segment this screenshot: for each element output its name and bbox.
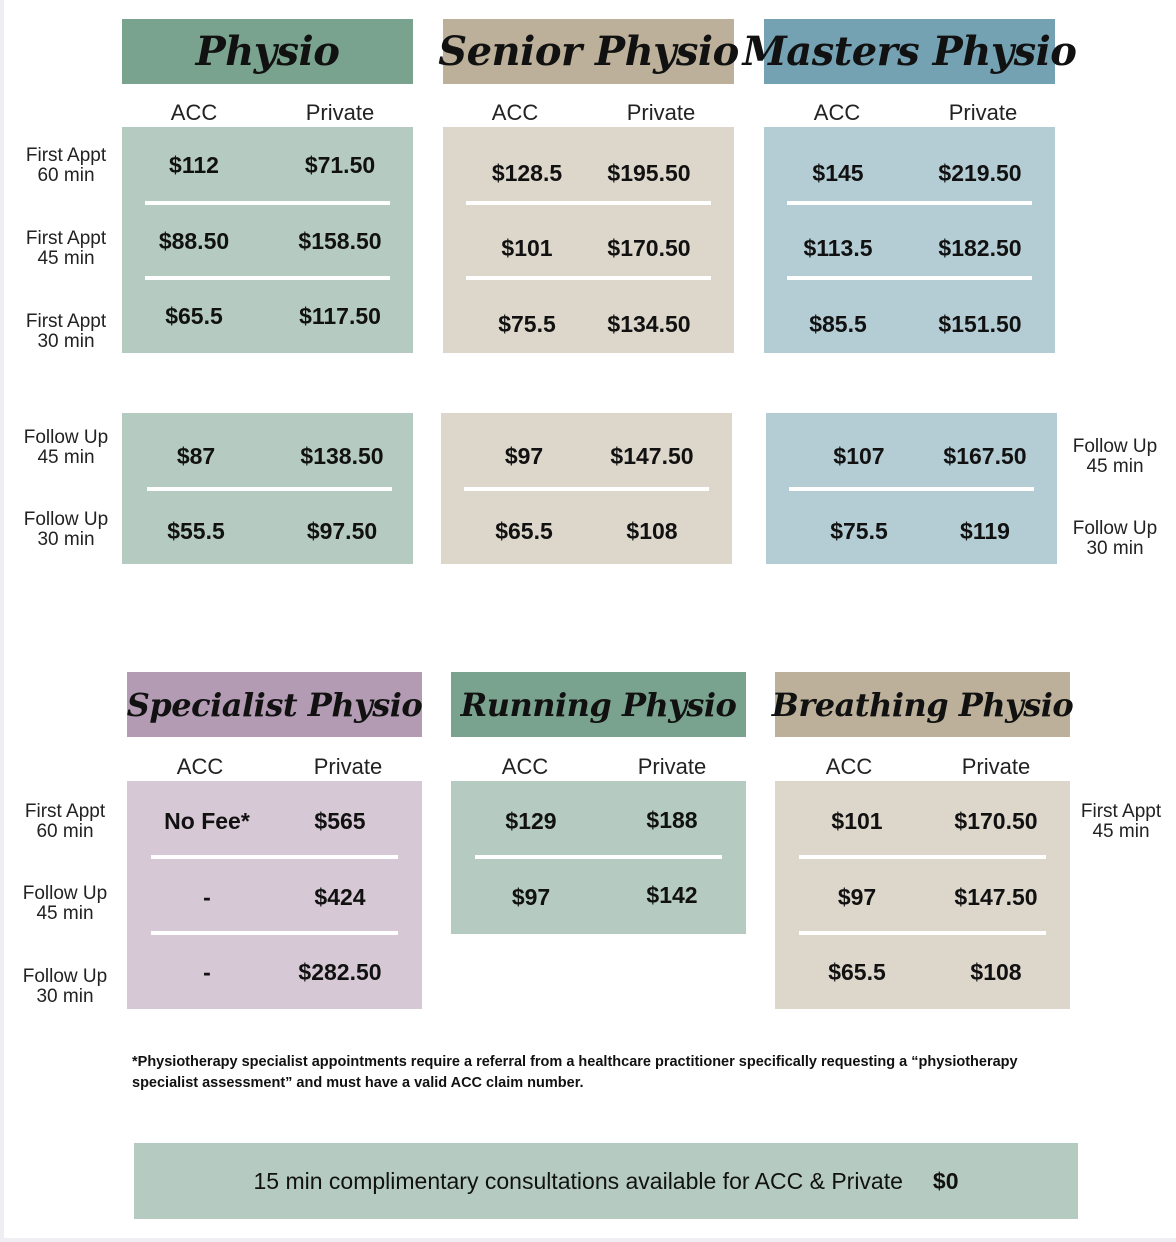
specialist-first60-acc-price: No Fee* [164, 808, 250, 834]
senior-physio-header: Senior Physio [443, 19, 734, 84]
senior-first45-acc-price: $101 [501, 235, 553, 261]
physio-header: Physio [122, 19, 413, 84]
row-label-follow-up-30: Follow Up 30 min [23, 509, 109, 550]
physio-divider [145, 201, 390, 205]
specialist-first60-private-price: $565 [314, 808, 366, 834]
masters-acc-column-header: ACC [813, 100, 861, 125]
page-edge-left [0, 0, 4, 1242]
row-label-first-appt-30: First Appt 30 min [25, 311, 107, 352]
running-first-acc-price: $129 [505, 808, 557, 834]
specialist-follow30-acc-price: - [203, 959, 211, 985]
specialist-footnote: *Physiotherapy specialist appointments require a referral from a healthcare practitioner specifically requesting a “physiotherapy specialist assessment” and must have a valid ACC claim number. [132, 1054, 1018, 1091]
masters-first30-acc-price: $85.5 [809, 311, 867, 337]
specialist-private-column-header: Private [313, 754, 383, 779]
breathing-first45-private-price: $170.50 [954, 808, 1038, 834]
masters-first60-acc-price: $145 [812, 160, 864, 186]
breathing-follow45-acc-price: $97 [837, 884, 877, 910]
senior-first30-acc-price: $75.5 [498, 311, 556, 337]
physio-acc-column-header: ACC [170, 100, 218, 125]
specialist-acc-column-header: ACC [176, 754, 224, 779]
senior-first60-acc-price: $128.5 [491, 160, 563, 186]
row-label-first-appt-60: First Appt 60 min [25, 145, 107, 186]
specialist-follow30-private-price: $282.50 [298, 959, 382, 985]
senior-follow30-acc-price: $65.5 [495, 518, 553, 544]
masters-follow-divider [789, 487, 1034, 491]
physio-first60-private-price: $71.50 [304, 152, 376, 178]
breathing-follow30-private-price: $108 [970, 959, 1022, 985]
physio-follow30-acc-price: $55.5 [167, 518, 225, 544]
row-label-first-appt-45: First Appt 45 min [25, 228, 107, 269]
running-acc-column-header: ACC [501, 754, 549, 779]
specialist-divider [151, 931, 398, 935]
physio-follow-divider [147, 487, 392, 491]
breathing-first45-acc-price: $101 [831, 808, 883, 834]
breathing-follow45-private-price: $147.50 [954, 884, 1038, 910]
running-physio-header: Running Physio [451, 672, 746, 737]
senior-follow45-private-price: $147.50 [610, 443, 694, 469]
physio-divider [145, 276, 390, 280]
physio-follow45-private-price: $138.50 [300, 443, 384, 469]
masters-divider [787, 276, 1032, 280]
senior-first45-private-price: $170.50 [607, 235, 691, 261]
senior-divider [466, 276, 711, 280]
running-follow-acc-price: $97 [511, 884, 551, 910]
banner-price: $0 [932, 1167, 959, 1194]
row-label-follow-up-45: Follow Up 45 min [23, 427, 109, 468]
masters-first45-private-price: $182.50 [938, 235, 1022, 261]
masters-follow30-acc-price: $75.5 [830, 518, 888, 544]
row-label-specialist-follow-up-30: Follow Up 30 min [22, 966, 108, 1007]
senior-follow-divider [464, 487, 709, 491]
senior-first60-private-price: $195.50 [607, 160, 691, 186]
running-private-column-header: Private [637, 754, 707, 779]
complimentary-consultation-banner [134, 1143, 1078, 1219]
senior-private-column-header: Private [626, 100, 696, 125]
senior-first30-private-price: $134.50 [607, 311, 691, 337]
specialist-follow45-acc-price: - [203, 884, 211, 910]
running-follow-private-price: $142 [646, 882, 698, 908]
breathing-acc-column-header: ACC [825, 754, 873, 779]
senior-divider [466, 201, 711, 205]
senior-follow45-acc-price: $97 [504, 443, 544, 469]
specialist-physio-header: Specialist Physio [127, 672, 422, 737]
row-label-specialist-first-appt-60: First Appt 60 min [24, 801, 106, 842]
row-label-follow-up-45-right: Follow Up 45 min [1072, 436, 1158, 477]
masters-follow45-private-price: $167.50 [943, 443, 1027, 469]
masters-first60-private-price: $219.50 [938, 160, 1022, 186]
physio-first45-private-price: $158.50 [298, 228, 382, 254]
running-first-private-price: $188 [646, 807, 698, 833]
masters-follow30-private-price: $119 [960, 518, 1010, 544]
specialist-follow45-private-price: $424 [314, 884, 366, 910]
physio-first45-acc-price: $88.50 [158, 228, 230, 254]
row-label-specialist-follow-up-45: Follow Up 45 min [22, 883, 108, 924]
page-edge-bottom [0, 1238, 1176, 1242]
physio-first30-acc-price: $65.5 [165, 303, 223, 329]
physio-follow30-private-price: $97.50 [306, 518, 378, 544]
breathing-divider [799, 855, 1046, 859]
senior-follow30-private-price: $108 [626, 518, 678, 544]
row-label-breathing-first-appt-45: First Appt 45 min [1080, 801, 1162, 842]
running-divider [475, 855, 722, 859]
masters-private-column-header: Private [948, 100, 1018, 125]
breathing-follow30-acc-price: $65.5 [828, 959, 886, 985]
masters-divider [787, 201, 1032, 205]
physio-first30-private-price: $117.50 [299, 303, 381, 329]
masters-physio-header: Masters Physio [764, 19, 1055, 84]
specialist-divider [151, 855, 398, 859]
masters-first30-private-price: $151.50 [938, 311, 1022, 337]
senior-acc-column-header: ACC [491, 100, 539, 125]
masters-follow45-acc-price: $107 [833, 443, 885, 469]
row-label-follow-up-30-right: Follow Up 30 min [1072, 518, 1158, 559]
banner-text: 15 min complimentary consultations available for ACC & Private [253, 1167, 903, 1194]
physio-private-column-header: Private [305, 100, 375, 125]
breathing-private-column-header: Private [961, 754, 1031, 779]
physio-follow45-acc-price: $87 [176, 443, 216, 469]
masters-first45-acc-price: $113.5 [803, 235, 873, 261]
breathing-physio-header: Breathing Physio [775, 672, 1070, 737]
physio-first60-acc-price: $112 [169, 152, 219, 178]
breathing-divider [799, 931, 1046, 935]
